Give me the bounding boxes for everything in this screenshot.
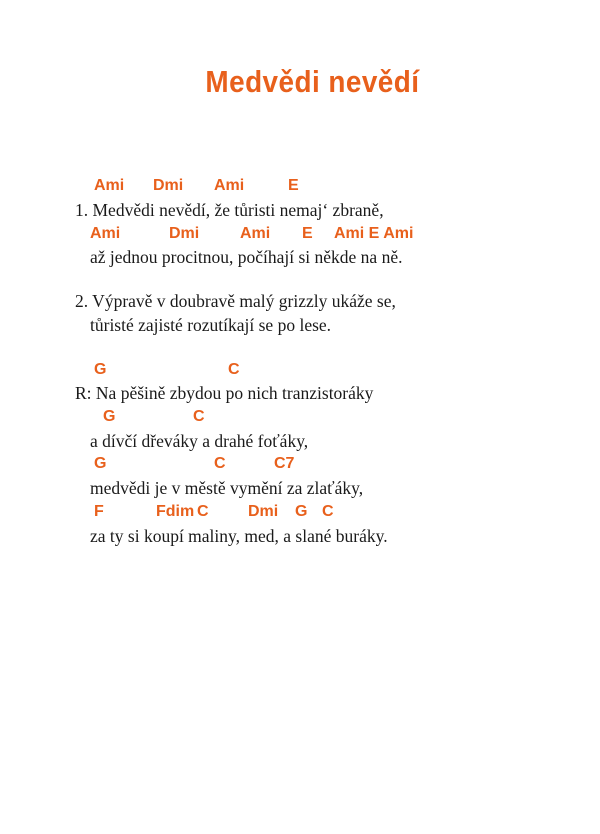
chord: E <box>288 177 299 194</box>
chord: Dmi <box>153 177 184 194</box>
chord: Ami E Ami <box>334 225 414 242</box>
chord: C <box>214 455 226 472</box>
lyric-line: za ty si koupí maliny, med, a slané buráky. <box>90 526 388 546</box>
chord: C <box>193 408 205 425</box>
chord: Ami <box>90 225 121 242</box>
chord: Dmi <box>169 225 200 242</box>
chord: Ami <box>214 177 245 194</box>
lyric-line: medvědi je v městě vymění za zlaťáky, <box>90 478 364 498</box>
song-title: Medvědi nevědí <box>205 64 420 99</box>
chord: Fdim <box>156 503 195 520</box>
chord: F <box>94 503 104 520</box>
lyric-line: a dívčí dřeváky a drahé foťáky, <box>90 431 309 451</box>
chord: E <box>302 225 313 242</box>
chord: C <box>322 503 334 520</box>
lyric-line: R: Na pěšině zbydou po nich tranzistoráky <box>75 383 374 403</box>
lyric-line: 2. Výpravě v doubravě malý grizzly ukáže se, <box>75 291 396 311</box>
chord: Ami <box>94 177 125 194</box>
chord: C7 <box>274 455 295 472</box>
chord: G <box>94 455 107 472</box>
chord: Ami <box>240 225 271 242</box>
chord: G <box>295 503 308 520</box>
lyric-line: až jednou procitnou, počíhají si někde na ně. <box>90 247 403 267</box>
chord: Dmi <box>248 503 279 520</box>
lyric-line: 1. Medvědi nevědí, že tůristi nemaj‘ zbraně, <box>75 200 384 220</box>
chord: C <box>228 361 240 378</box>
lyric-line: tůristé zajisté rozutíkají se po lese. <box>90 315 332 335</box>
chord: G <box>103 408 116 425</box>
chord: C <box>197 503 209 520</box>
chord: G <box>94 361 107 378</box>
